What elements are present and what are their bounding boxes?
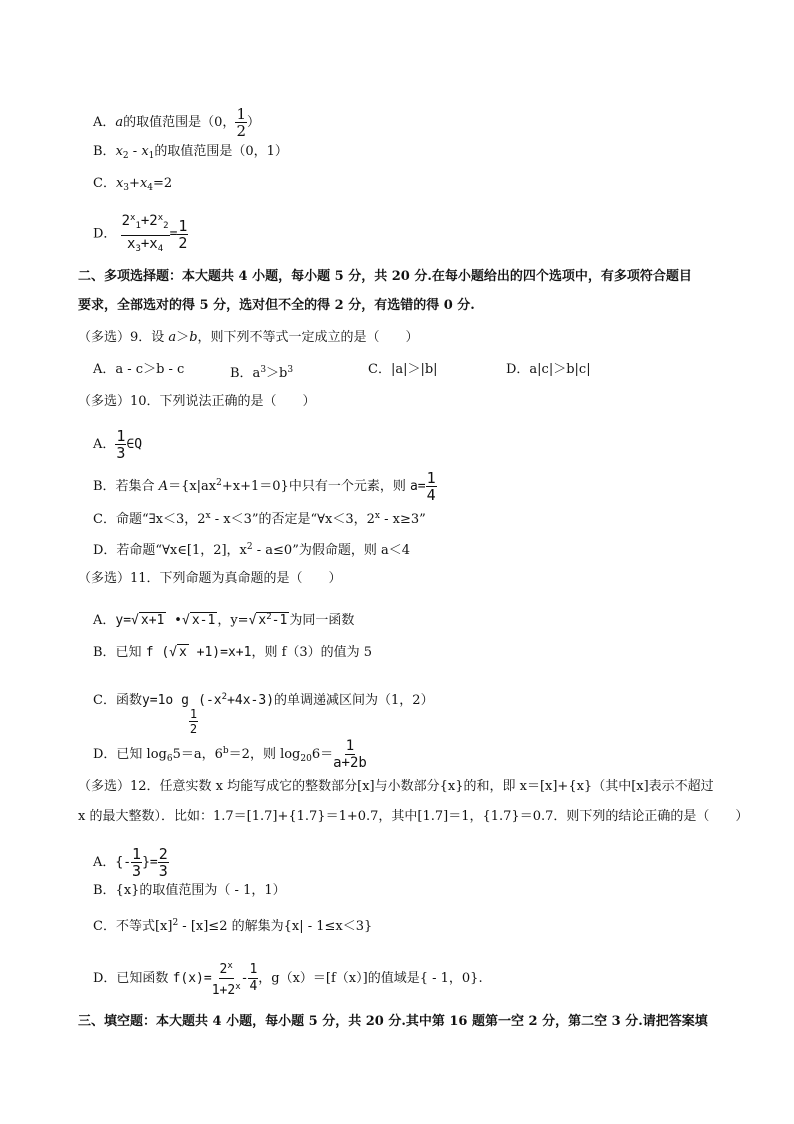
section-3-heading: 三、填空题：本大题共 4 小题，每小题 5 分，共 20 分.其中第 16 题第一空 2 分，第二空 3 分.请把答案填 <box>78 1014 708 1029</box>
q12-option-b: B．{x}的取值范围为（ - 1，1） <box>93 883 286 898</box>
q10-option-a: A． $\frac{1}{3}$ ∈Q <box>93 427 143 462</box>
fraction: $\frac{1}{2}$ <box>178 216 188 252</box>
q12-option-c: C．不等式$[x]^2 - [x]\le 2$ 的解集为{x| - 1≤x＜3} <box>93 918 373 934</box>
q9-option-c: C．|a|＞|b| <box>368 362 438 377</box>
fraction: $\frac{1}{2}$ <box>189 707 198 736</box>
q11-stem: （多选）11．下列命题为真命题的是（ ） <box>78 571 342 586</box>
q8-option-d: D． $\frac{2^x_1+2^x_2}{x_3+x_4}$ = $\frac{1}{2}$ <box>93 210 188 258</box>
q9-option-a: A．a - c＞b - c <box>93 362 185 377</box>
fraction: $\frac{1}{4}$ <box>249 962 258 994</box>
q9-option-b: B．$a^3>b^3$ <box>230 365 294 381</box>
q10-stem: （多选）10．下列说法正确的是（ ） <box>78 394 316 409</box>
q8-option-c: C．$x_3+x_4=2$ <box>93 176 173 193</box>
q10-option-b: B．若集合 $A=\{x|ax^2+x+1=0\}$中只有一个元素，则 a= $\frac{1}{4}$ <box>93 469 436 504</box>
q8-option-b: B．$x_2 - x_1$的取值范围是（0，1） <box>93 144 288 161</box>
q10-option-c: C．命题“∃x＜3，2$^x$ - x＜3”的否定是“∀x＜3，2$^x$ - x≥3” <box>93 511 426 527</box>
fraction: $\frac{2^x}{1+2^x}$ <box>212 958 241 999</box>
q9-option-d: D．a|c|＞b|c| <box>506 362 591 377</box>
q11-option-d: D．已知 $\log_65=a$，$6^b=2$，则 $\log_{20}6=$ $\frac{1}{a+2b}$ <box>93 738 367 771</box>
fraction: $\frac{1}{3}$ <box>132 845 142 880</box>
q12-stem-line-2: x 的最大整数）．比如：1.7＝[1.7]+{1.7}＝1+0.7，其中[1.7]＝1，{1.7}＝0.7．则下列的结论正确的是（ ） <box>78 809 749 824</box>
q8-option-a: A．a的取值范围是（0， $\frac{1}{2}$ ） <box>93 105 260 140</box>
fraction: $\frac{1}{3}$ <box>116 427 126 462</box>
q10-option-d: D．若命题“∀x∈[1，2]，$x^2 - a\le 0$”为假命题，则 a＜4 <box>93 542 410 558</box>
section-2-heading-line-2: 要求，全部选对的得 5 分，选对但不全的得 2 分，有选错的得 0 分. <box>78 298 475 313</box>
q11-option-c: C．函数y=1o g $\frac{1}{2}$ $(-x^2+4x-3)$的单调递减区间为（1，2） <box>93 692 434 736</box>
q9-stem: （多选）9．设 a＞b，则下列不等式一定成立的是（ ） <box>78 330 419 345</box>
fraction: $\frac{1}{4}$ <box>426 469 436 504</box>
fraction: $\frac{1}{2}$ <box>236 105 246 140</box>
section-2-heading-line-1: 二、多项选择题：本大题共 4 小题，每小题 5 分，共 20 分.在每小题给出的四个选项中，有多项符合题目 <box>78 269 692 284</box>
q12-option-a: A．{- $\frac{1}{3}$ }= $\frac{2}{3}$ <box>93 845 168 880</box>
fraction: $\frac{1}{a+2b}$ <box>333 738 367 771</box>
q11-option-a: A．y=√ x+1 •√ x-1 ，y=√ $x^2-1$ 为同一函数 <box>93 612 355 628</box>
q12-option-d: D．已知函数 f(x)= $\frac{2^x}{1+2^x}$ - $\frac{1}{4}$ ，g（x）＝[f（x）]的值域是{ - 1，0}. <box>93 958 483 999</box>
q11-option-b: B．已知 f (√ x +1)=x+1，则 f（3）的值为 5 <box>93 645 373 660</box>
fraction: $\frac{2}{3}$ <box>158 845 168 880</box>
fraction: $\frac{2^x_1+2^x_2}{x_3+x_4}$ <box>121 210 170 258</box>
q12-stem-line-1: （多选）12．任意实数 x 均能写成它的整数部分[x]与小数部分{x}的和，即 x＝[x]+{x}（其中[x]表示不超过 <box>78 779 714 794</box>
